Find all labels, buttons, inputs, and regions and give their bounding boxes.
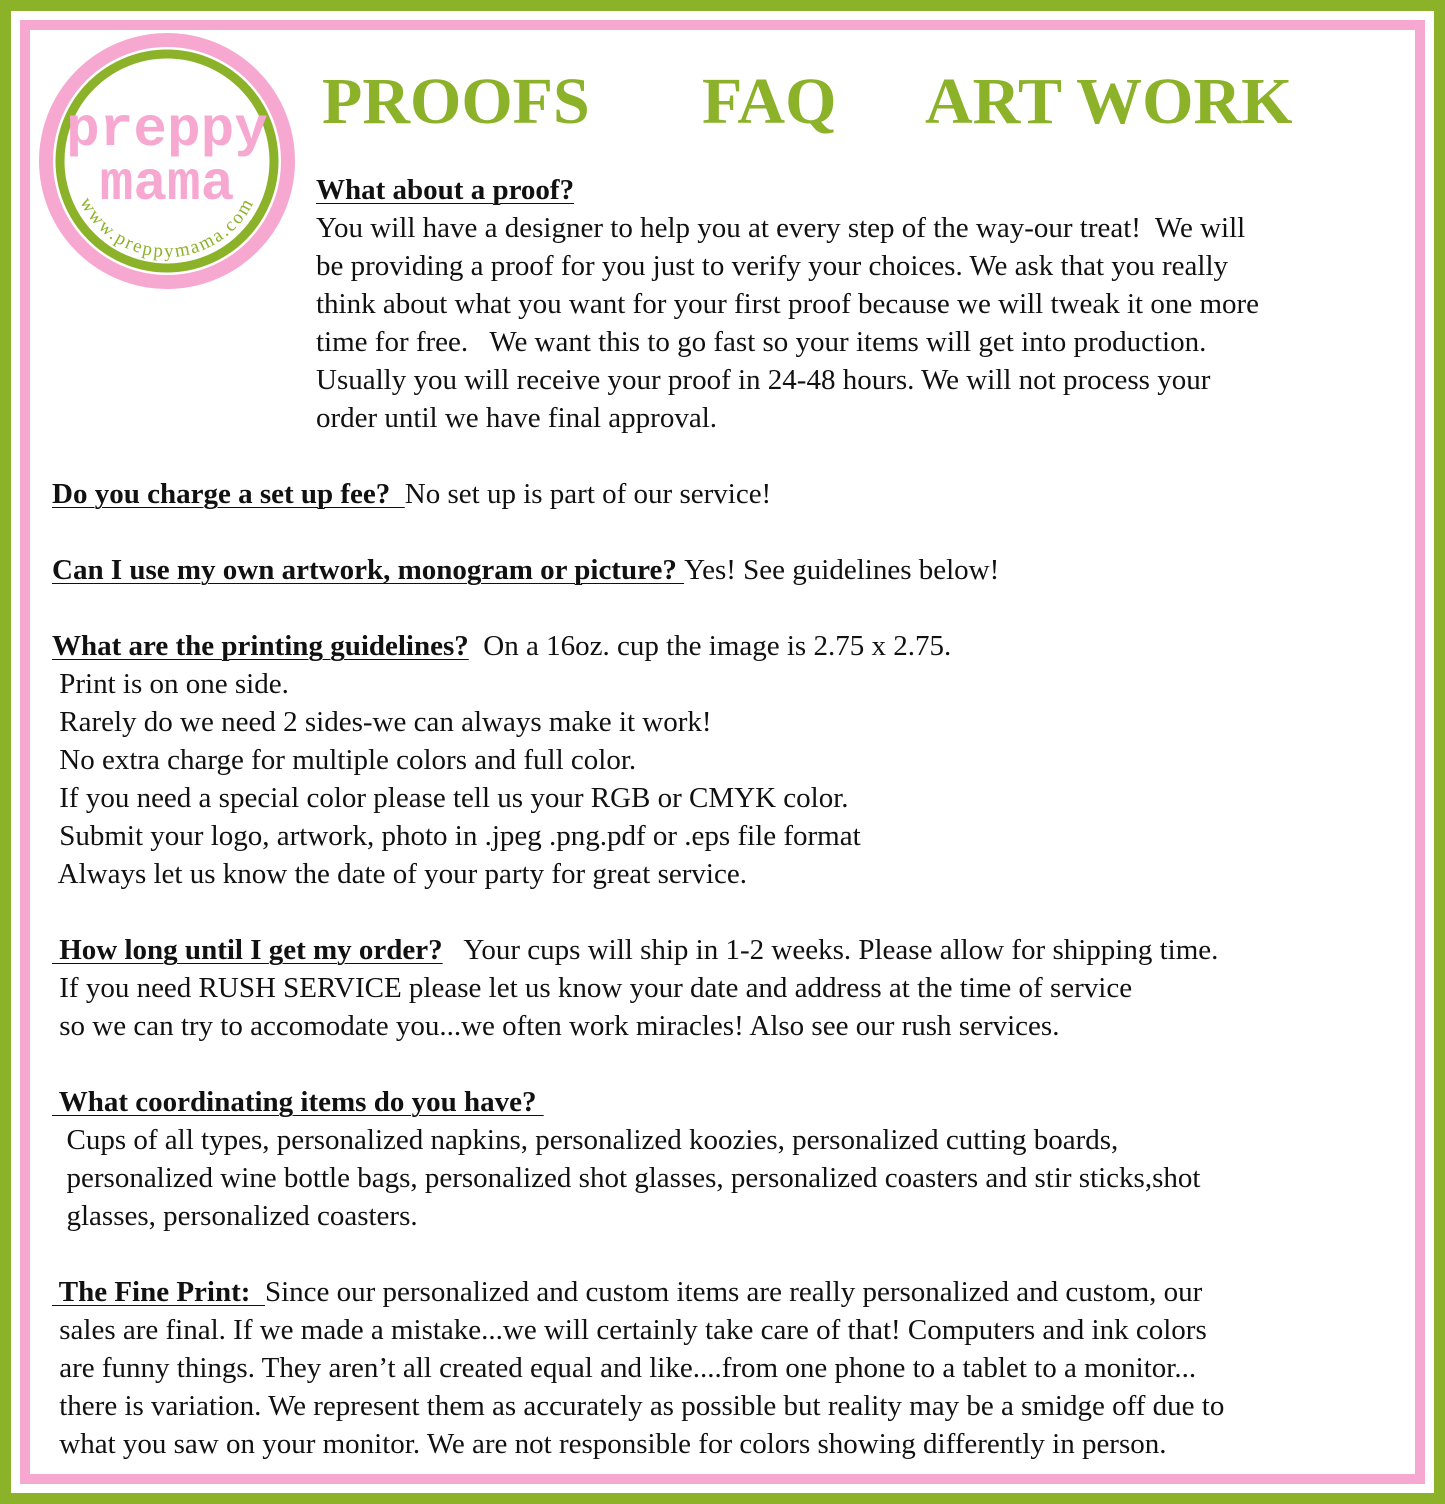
answer-line: there is variation. We represent them as accurately as possible but reality may be a smidge off due to xyxy=(52,1390,1225,1422)
proof-section xyxy=(316,171,1445,437)
svg-text:mama: mama xyxy=(99,152,235,216)
question-howlong: How long until I get my order? xyxy=(52,934,443,966)
answer-line: think about what you want for your first proof because we will tweak it one more xyxy=(316,288,1260,320)
question-coordinating: What coordinating items do you have? xyxy=(52,1086,544,1118)
answer-guidelines: On a 16oz. cup the image is 2.75 x 2.75. xyxy=(468,630,952,662)
coordinating-section xyxy=(52,1083,1445,1235)
nav-proofs[interactable]: PROOFS xyxy=(322,65,590,138)
answer-line: Always let us know the date of your party for great service. xyxy=(52,858,747,890)
answer-line: Rarely do we need 2 sides-we can always make it work! xyxy=(52,706,712,738)
question-setup: Do you charge a set up fee? xyxy=(52,478,405,510)
question-artwork: Can I use my own artwork, monogram or picture? xyxy=(52,554,685,586)
nav-faq[interactable]: FAQ xyxy=(702,65,837,138)
answer-line: sales are final. If we made a mistake...we will certainly take care of that! Computers and ink colors xyxy=(52,1314,1207,1346)
svg-text:www.preppymama.com: www.preppymama.com xyxy=(75,193,259,263)
fineprint-section xyxy=(52,1273,1445,1463)
answer-fineprint: Since our personalized and custom items are really personalized and custom, our xyxy=(264,1276,1203,1308)
answer-line: If you need a special color please tell us your RGB or CMYK color. xyxy=(52,782,849,814)
answer-line: order until we have final approval. xyxy=(316,402,718,434)
question-fineprint: The Fine Print: xyxy=(52,1276,265,1308)
faq-content xyxy=(0,171,1445,1463)
answer-howlong: Your cups will ship in 1-2 weeks. Please allow for shipping time. xyxy=(442,934,1219,966)
answer-line: Usually you will receive your proof in 24-48 hours. We will not process your xyxy=(316,364,1211,396)
answer-line: what you saw on your monitor. We are not responsible for colors showing differently in person. xyxy=(52,1428,1167,1460)
answer-line: Cups of all types, personalized napkins, personalized koozies, personalized cutting boards, xyxy=(52,1124,1119,1156)
answer-line: Submit your logo, artwork, photo in .jpeg .png.pdf or .eps file format xyxy=(52,820,861,852)
answer-line: glasses, personalized coasters. xyxy=(52,1200,418,1232)
answer-artwork: Yes! See guidelines below! xyxy=(684,554,1000,586)
question-proof: What about a proof? xyxy=(316,174,575,206)
guidelines-section xyxy=(52,627,1445,893)
answer-line: You will have a designer to help you at every step of the way-our treat! We will xyxy=(316,212,1246,244)
answer-line: Print is on one side. xyxy=(52,668,289,700)
artwork-section xyxy=(52,551,1445,589)
answer-line: personalized wine bottle bags, personalized shot glasses, personalized coasters and stir sticks,shot xyxy=(52,1162,1201,1194)
answer-line: so we can try to accomodate you...we often work miracles! Also see our rush services. xyxy=(52,1010,1060,1042)
answer-setup: No set up is part of our service! xyxy=(404,478,772,510)
answer-line: time for free. We want this to go fast so your items will get into production. xyxy=(316,326,1207,358)
question-guidelines: What are the printing guidelines? xyxy=(52,630,469,662)
nav-artwork[interactable]: ART WORK xyxy=(925,65,1293,138)
answer-line: If you need RUSH SERVICE please let us know your date and address at the time of service xyxy=(52,972,1133,1004)
answer-line: are funny things. They aren’t all created equal and like....from one phone to a tablet to a monitor... xyxy=(52,1352,1197,1384)
answer-line: No extra charge for multiple colors and full color. xyxy=(52,744,637,776)
svg-text:preppy: preppy xyxy=(66,98,268,162)
setup-section xyxy=(52,475,1445,513)
howlong-section xyxy=(52,931,1445,1045)
answer-line: be providing a proof for you just to verify your choices. We ask that you really xyxy=(316,250,1229,282)
